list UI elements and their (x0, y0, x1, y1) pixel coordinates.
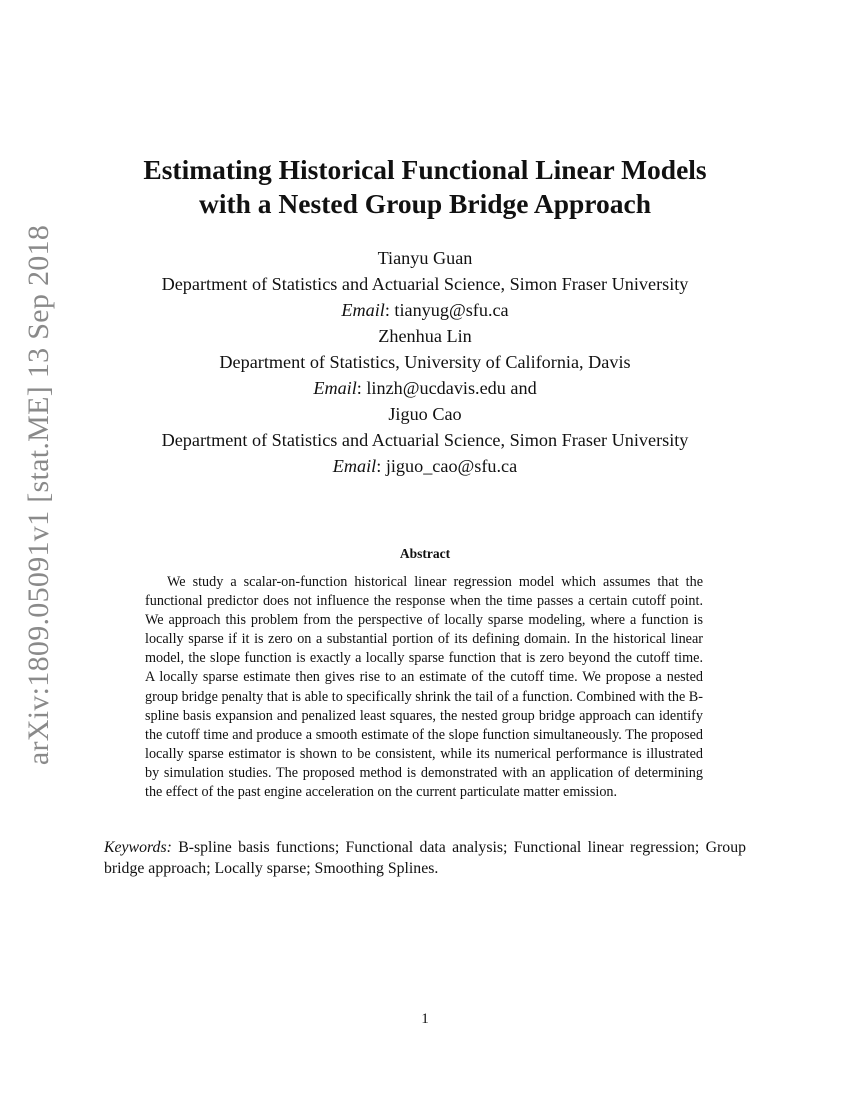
author-name: Tianyu Guan (377, 248, 473, 268)
title-line-2: with a Nested Group Bridge Approach (198, 188, 652, 219)
author-name: Jiguo Cao (388, 404, 462, 424)
author-affiliation: Department of Statistics and Actuarial Science, Simon Fraser University (161, 274, 689, 294)
arxiv-stamp-text: arXiv:1809.05091v1 [stat.ME] 13 Sep 2018 (22, 224, 55, 766)
abstract-paragraph: We study a scalar-on-function historical linear regression model which assumes that the functional predictor does not influence the response when the time passes a certain cutoff point. We approach this problem from the perspective of locally sparse modeling, where a function is locally sparse if it is zero on a substantial portion of its defining domain. In the historical linear model, the slope function is exactly a locally sparse function that is zero beyond the cutoff time. A locally sparse estimate then gives rise to an estimate of the cutoff time. We propose a nested group bridge penalty that is able to specifically shrink the tail of a function. Combined with the B-spline basis expansion and penalized least squares, the nested group bridge approach can identify the cutoff time and produce a smooth estimate of the slope function simultaneously. The proposed locally sparse estimator is shown to be consistent, while its numerical performance is illustrated by simulation studies. The proposed method is demonstrated with an application of determining the effect of the past engine acceleration on the current particulate matter emission. (145, 574, 703, 801)
email-address: : jiguo_cao@sfu.ca (376, 456, 518, 476)
email-label: Email (332, 456, 377, 476)
keywords-label: Keywords: (104, 839, 172, 856)
title-line-1: Estimating Historical Functional Linear Models (143, 154, 707, 185)
author-affiliation: Department of Statistics, University of California, Davis (219, 352, 631, 372)
page-number: 1 (421, 1011, 429, 1027)
keywords (104, 837, 746, 879)
email-label: Email (313, 378, 357, 398)
author-block (0, 245, 850, 479)
abstract-heading: Abstract (399, 546, 451, 561)
author-email (0, 453, 850, 479)
keywords-text: B-spline basis functions; Functional data analysis; Functional linear regression; Group bridge approach; Locally sparse; Smoothing Splines. (104, 839, 746, 877)
email-label: Email (341, 300, 385, 320)
email-address: : tianyug@sfu.ca (384, 300, 509, 320)
paper-title (0, 153, 850, 221)
author-email (0, 297, 850, 323)
author-email (0, 375, 850, 401)
author-name: Zhenhua Lin (378, 326, 472, 346)
email-address: : linzh@ucdavis.edu and (356, 378, 537, 398)
abstract-body (145, 573, 703, 802)
author-affiliation: Department of Statistics and Actuarial Science, Simon Fraser University (161, 430, 689, 450)
